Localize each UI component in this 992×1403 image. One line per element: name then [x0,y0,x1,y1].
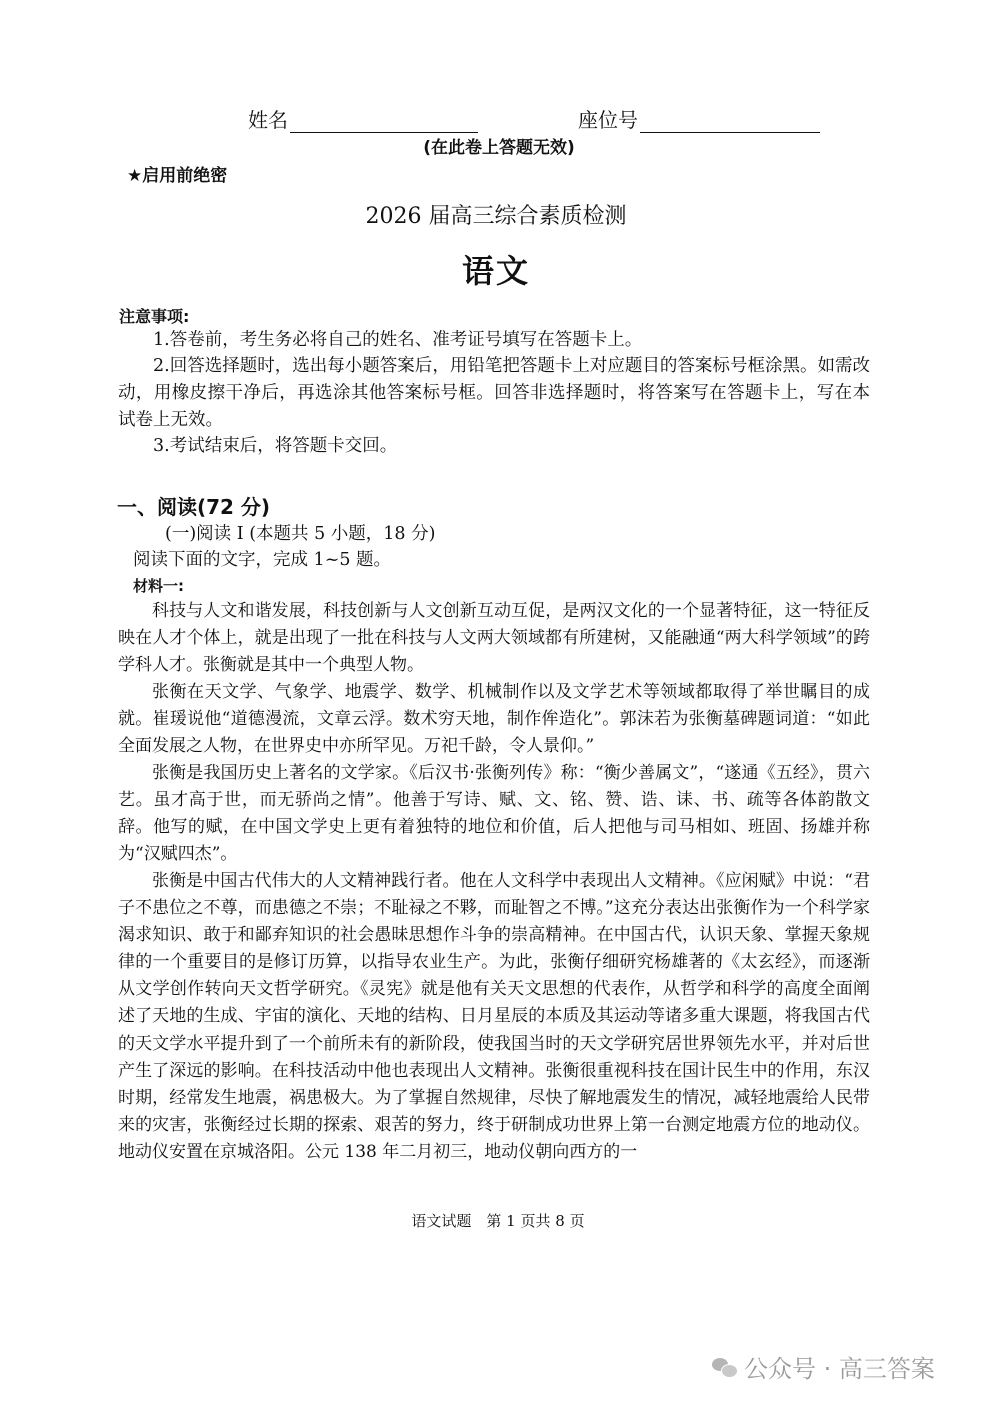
watermark [712,1349,935,1384]
seat-field [578,104,820,133]
passage-paragraph: 张衡是我国历史上著名的文学家。《后汉书·张衡列传》称：“衡少善属文”，“遂通《五经》，贯六艺。虽才高于世，而无骄尚之情”。他善于写诗、赋、文、铭、赞、诰、诔、书、疏等各体韵散文辞。他写的赋，在中国文学史上更有着独特的地位和价值，后人把他与司马相如、班固、扬雄并称为“汉赋四杰”。 [118,763,870,865]
seat-blank [640,114,820,133]
name-blank [290,114,478,133]
material-label: 材料一: [133,577,184,595]
sub-section-heading: (一)阅读 I (本题共 5 小题，18 分) [165,524,436,544]
notice-item: 2.回答选择题时，选出每小题答案后，用铅笔把答题卡上对应题目的答案标号框涂黑。如需改动，用橡皮擦干净后，再选涂其他答案标号框。回答非选择题时，将答案写在答题卡上，写在本试卷上无效。 [118,356,870,430]
passage-paragraph: 科技与人文和谐发展，科技创新与人文创新互动互促，是两汉文化的一个显著特征，这一特征反映在人才个体上，就是出现了一批在科技与人文两大领域都有所建树，又能融通“两大科学领域”的跨学科人才。张衡就是其中一个典型人物。 [118,601,870,676]
seat-label: 座位号 [578,108,638,132]
notice-heading: 注意事项: [119,307,190,326]
instruction-text: 阅读下面的文字，完成 1~5 题。 [133,550,392,570]
subject-title: 语文 [461,252,530,290]
name-label: 姓名 [248,108,288,132]
page-footer: 语文试题 第 1 页共 8 页 [411,1212,585,1230]
exam-title: 2026 届高三综合素质检测 [365,204,627,229]
section-heading: 一、阅读(72 分) [117,495,271,519]
passage-paragraph: 张衡在天文学、气象学、地震学、数学、机械制作以及文学艺术等领域都取得了举世瞩目的成就。崔瑗说他“道德漫流，文章云浮。数术穷天地，制作侔造化”。郭沫若为张衡墓碑题词道：“如此全面发展之人物，在世界史中亦所罕见。万祀千龄，令人景仰。” [118,682,870,757]
notice-item: 1.答卷前，考生务必将自己的姓名、准考证号填写在答题卡上。 [153,330,643,350]
watermark-text: 公众号 · 高三答案 [744,1355,935,1383]
notice-item: 3.考试结束后，将答题卡交回。 [153,436,398,456]
wechat-icon [712,1356,738,1378]
name-seat-row [248,104,638,133]
invalid-note: (在此卷上答题无效) [423,138,575,158]
secret-mark: ★启用前绝密 [127,166,228,186]
passage-paragraph: 张衡是中国古代伟大的人文精神践行者。他在人文科学中表现出人文精神。《应闲赋》中说：“君子不患位之不尊，而患德之不崇；不耻禄之不夥，而耻智之不博。”这充分表达出张衡作为一个科学家渴求知识、敢于和鄙弃知识的社会愚昧思想作斗争的崇高精神。在中国古代，认识天象、掌握天象规律的一个重要目的是修订历算，以指导农业生产。为此，张衡仔细研究杨雄著的《太玄经》，而逐渐从文学创作转向天文哲学研究。《灵宪》就是他有关天文思想的代表作，从哲学和科学的高度全面阐述了天地的生成、宇宙的演化、天地的结构、日月星辰的本质及其运动等诸多重大课题，将我国古代的天文学水平提升到了一个前所未有的新阶段，使我国当时的天文学研究居世界领先水平，并对后世产生了深远的影响。在科技活动中他也表现出人文精神。张衡很重视科技在国计民生中的作用，东汉时期，经常发生地震，祸患极大。为了掌握自然规律，尽快了解地震发生的情况，减轻地震给人民带来的灾害，张衡经过长期的探索、艰苦的努力，终于研制成功世界上第一台测定地震方位的地动仪。地动仪安置在京城洛阳。公元 138 年二月初三，地动仪朝向西方的一 [118,871,870,1162]
